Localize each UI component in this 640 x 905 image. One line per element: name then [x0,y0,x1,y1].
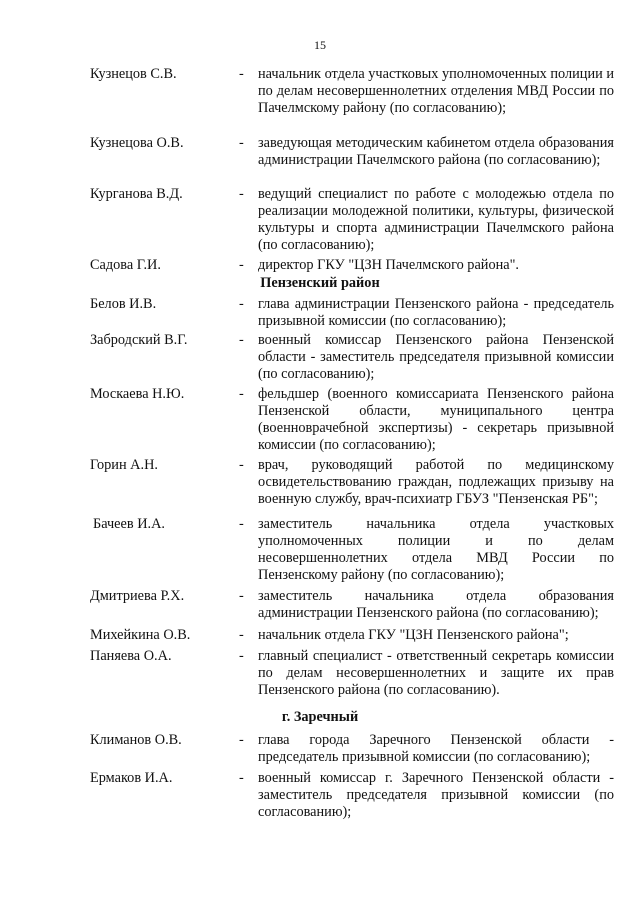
separator-dash: - [239,135,244,151]
person-name: Паняева О.А. [90,648,172,664]
separator-dash: - [239,732,244,748]
position-description: заместитель начальника отдела образования администрации Пензенского района (по согласованию); [258,588,614,621]
position-description: врач, руководящий работой по медицинскому освидетельствованию граждан, подлежащих призыву на военную службу, врач-психиатр ГБУЗ "Пензенская РБ"; [258,457,614,507]
person-name: Кузнецов С.В. [90,66,177,82]
person-name: Михейкина О.В. [90,627,191,643]
separator-dash: - [239,296,244,312]
person-name: Садова Г.И. [90,257,161,273]
person-name: Ермаков И.А. [90,770,173,786]
person-name: Москаева Н.Ю. [90,386,185,402]
separator-dash: - [239,648,244,664]
separator-dash: - [239,457,244,473]
position-description: ведущий специалист по работе с молодежью отдела по реализации молодежной политики, культуры, физической культуры и спорта администрации Пачелмского района (по согласованию); [258,186,614,253]
position-description: начальник отдела участковых уполномоченных полиции и по делам несовершеннолетних отделения МВД России по Пачелмскому району (по согласованию); [258,66,614,116]
position-description: фельдшер (военного комиссариата Пензенского района Пензенской области, муниципального центра (военноврачебной экспертизы) - секретарь призывной комиссии (по согласованию); [258,386,614,453]
separator-dash: - [239,257,244,273]
separator-dash: - [239,588,244,604]
person-name: Дмитриева Р.Х. [90,588,185,604]
separator-dash: - [239,66,244,82]
person-name: Климанов О.В. [90,732,182,748]
section-heading: г. Заречный [281,709,359,725]
person-name: Забродский В.Г. [90,332,188,348]
position-description: глава города Заречного Пензенской области - председатель призывной комиссии (по согласованию); [258,732,614,765]
page-number: 15 [314,38,326,52]
person-name: Кузнецова О.В. [90,135,184,151]
separator-dash: - [239,516,244,532]
separator-dash: - [239,186,244,202]
position-description: военный комиссар Пензенского района Пензенской области - заместитель председателя призывной комиссии (по согласованию); [258,332,614,382]
position-description: директор ГКУ "ЦЗН Пачелмского района". [258,257,520,273]
position-description: начальник отдела ГКУ "ЦЗН Пензенского района"; [258,627,569,643]
position-description: главный специалист - ответственный секретарь комиссии по делам несовершеннолетних и защите их прав Пензенского района (по согласованию). [258,648,614,698]
person-name: Курганова В.Д. [90,186,183,202]
separator-dash: - [239,627,244,643]
position-description: заведующая методическим кабинетом отдела образования администрации Пачелмского района (по согласованию); [258,135,614,168]
separator-dash: - [239,386,244,402]
separator-dash: - [239,332,244,348]
person-name: Горин А.Н. [90,457,158,473]
position-description: военный комиссар г. Заречного Пензенской области - заместитель председателя призывной комиссии (по согласованию); [258,770,614,820]
person-name: Бачеев И.А. [93,516,165,532]
section-heading: Пензенский район [260,275,380,291]
separator-dash: - [239,770,244,786]
position-description: глава администрации Пензенского района - председатель призывной комиссии (по согласованию); [258,296,614,329]
position-description: заместитель начальника отдела участковых уполномоченных полиции и по делам несовершеннолетних отдела МВД России по Пензенскому району (по согласованию); [258,516,614,583]
person-name: Белов И.В. [90,296,157,312]
